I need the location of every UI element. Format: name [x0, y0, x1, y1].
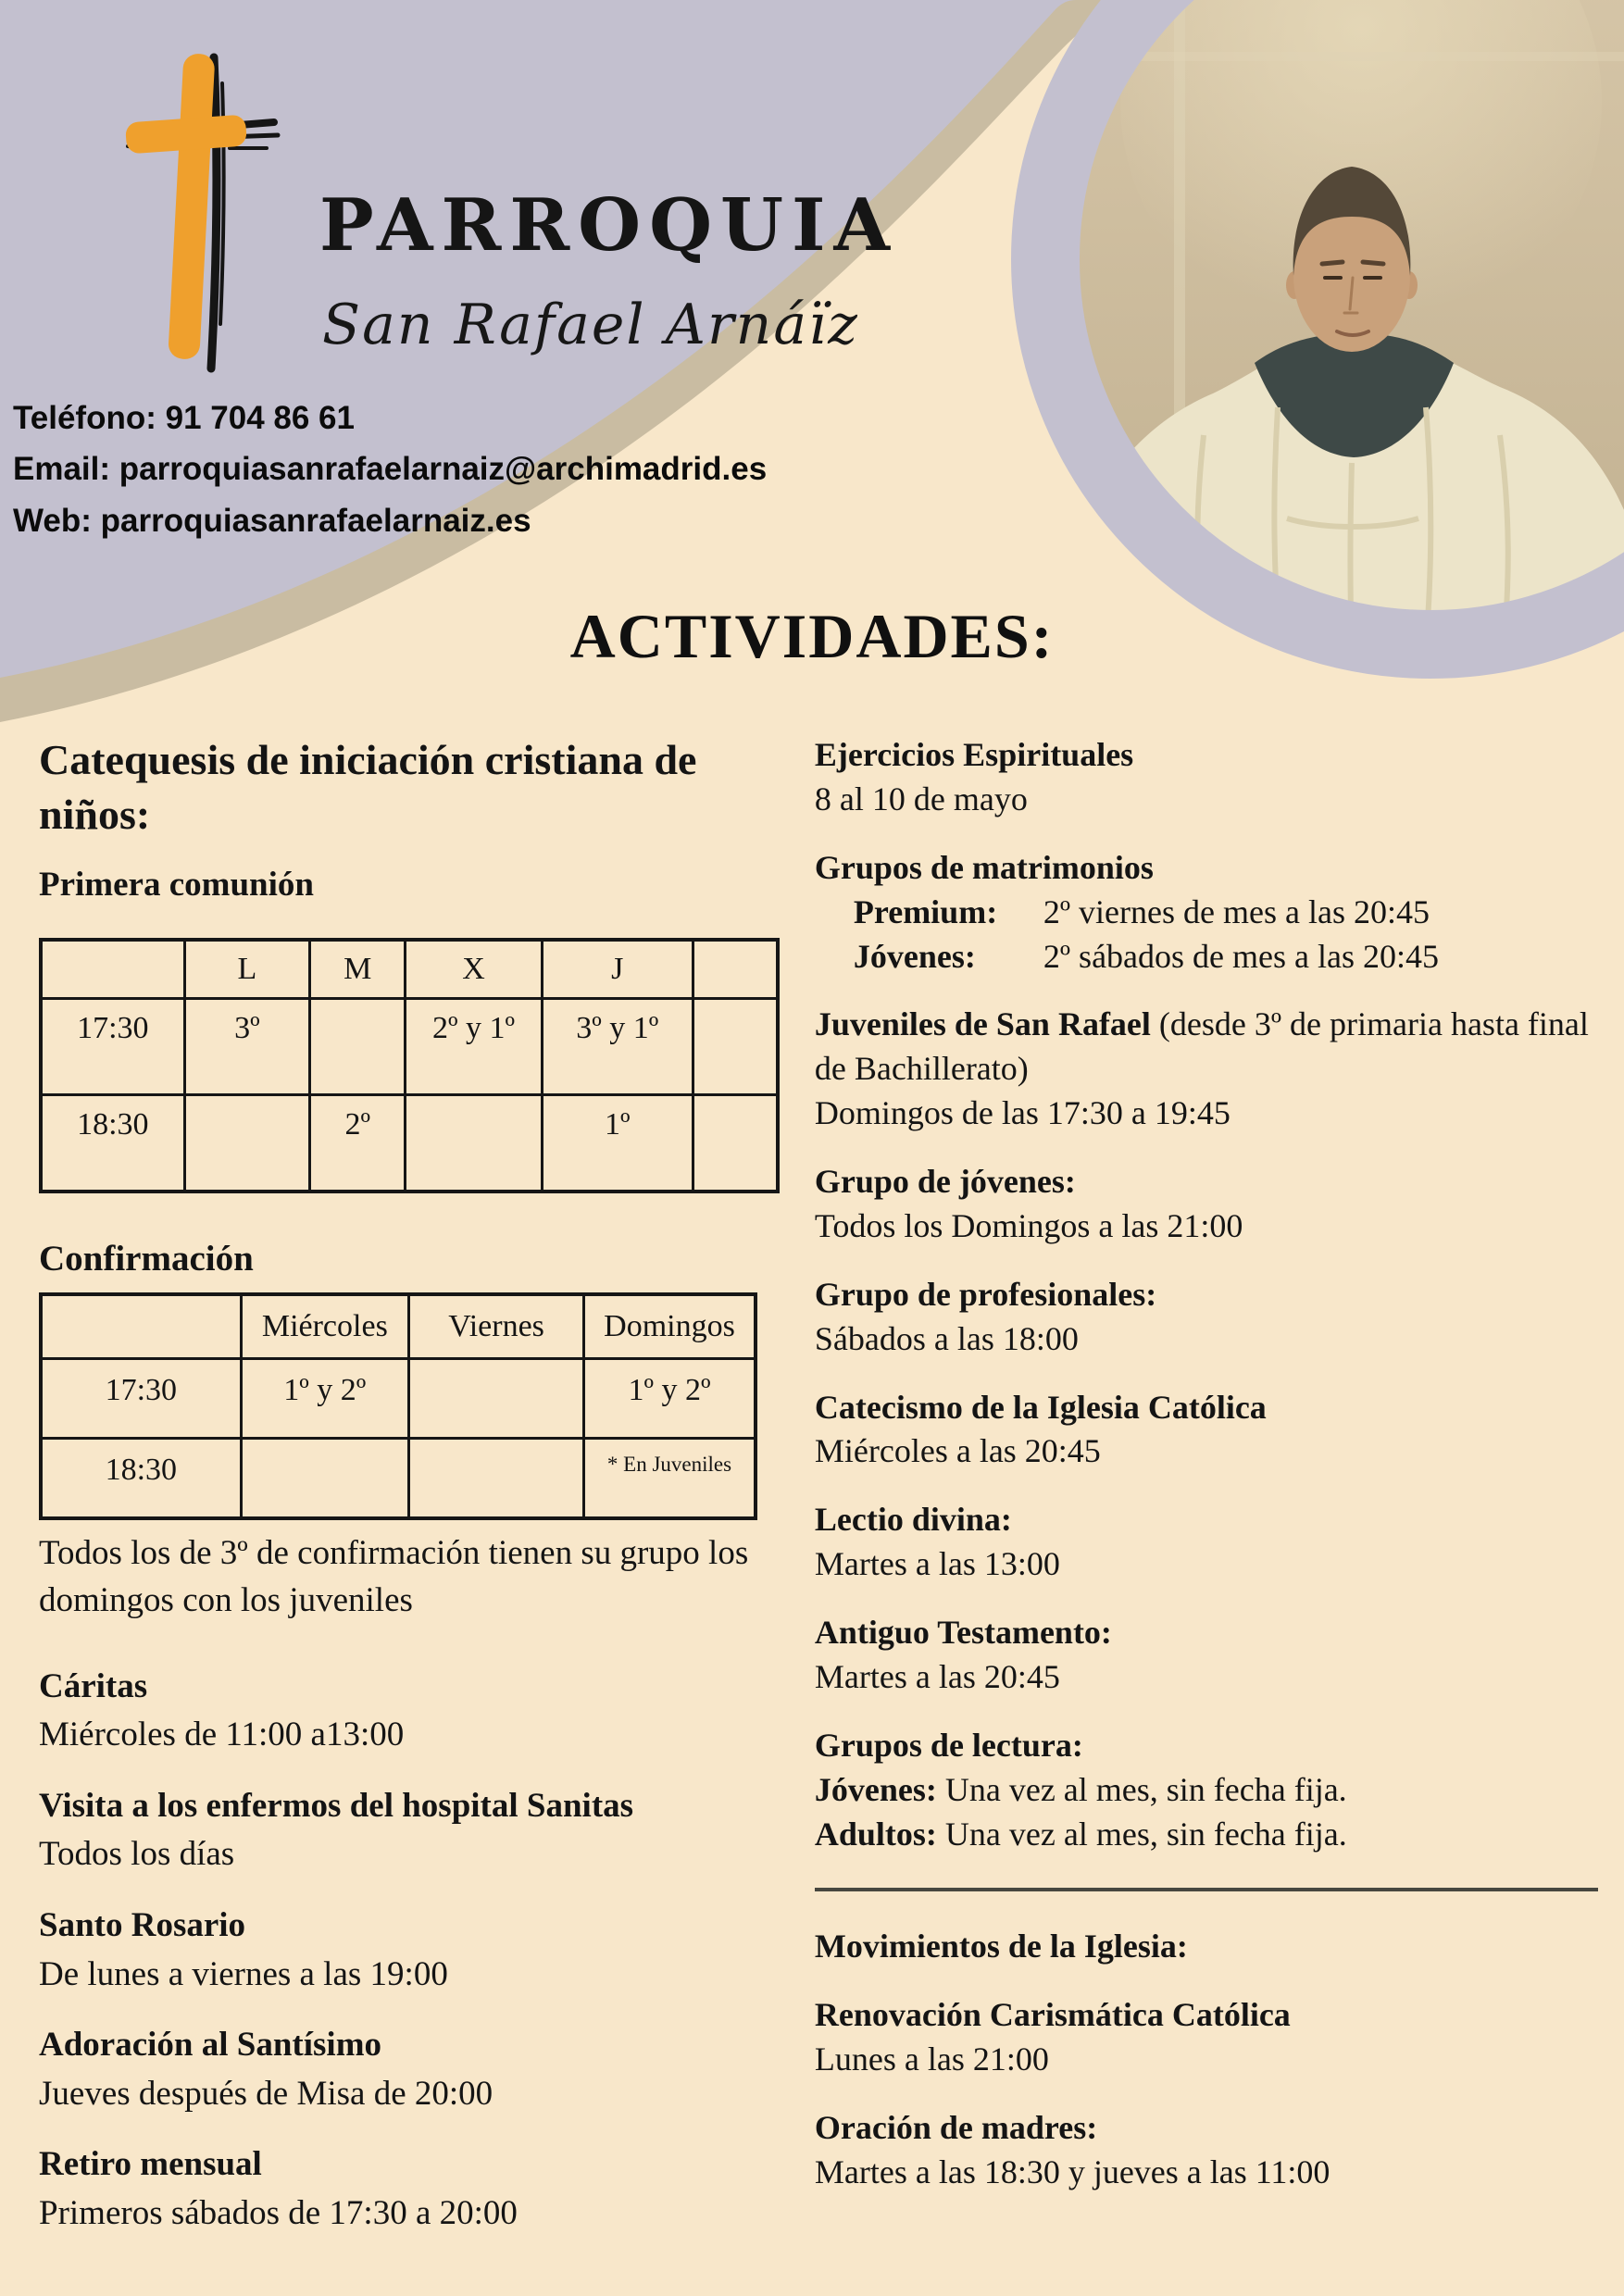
item-title: Cáritas	[39, 1666, 148, 1705]
table-header-cell: J	[542, 940, 693, 999]
item-title: Antiguo Testamento:	[814, 1614, 1112, 1651]
page-title: ACTIVIDADES:	[569, 601, 1055, 671]
item-title: Renovación Carismática Católica	[814, 1996, 1291, 2034]
item-title: Visita a los enfermos del hospital Sanitas	[39, 1786, 634, 1825]
time-cell: 18:30	[41, 1095, 184, 1192]
table-cell	[241, 1439, 408, 1518]
table-header-cell: Miércoles	[241, 1294, 408, 1359]
item-title: Ejercicios Espirituales	[814, 736, 1134, 773]
item-title	[815, 1003, 1598, 1092]
confirmacion-heading: Confirmación	[39, 1238, 254, 1279]
left-column	[39, 733, 780, 2260]
sub-row	[815, 1813, 1598, 1857]
contact-block	[13, 393, 767, 546]
contact-email: Email: parroquiasanrafaelarnaiz@archimadrid.es	[13, 451, 768, 488]
item-title: Oración de madres:	[814, 2109, 1098, 2146]
item-detail: Sábados a las 18:00	[814, 1319, 1079, 1357]
sub-row	[815, 1768, 1598, 1813]
table-cell: 1º y 2º	[584, 1359, 756, 1439]
list-item	[39, 2140, 780, 2238]
item-title: Grupo de profesionales:	[814, 1275, 1157, 1313]
list-item	[815, 1003, 1598, 1136]
item-detail: Todos los días	[39, 1835, 235, 1874]
time-cell: 17:30	[41, 999, 184, 1095]
item-detail: Primeros sábados de 17:30 a 20:00	[39, 2193, 518, 2232]
left-activity-list	[39, 1663, 780, 2238]
table-row	[41, 1359, 756, 1439]
table-cell: 3º y 1º	[542, 999, 693, 1095]
item-detail: Martes a las 18:30 y jueves a las 11:00	[814, 2152, 1330, 2190]
sub-label: Adultos:	[814, 1815, 937, 1853]
table-cell-note: * En Juveniles	[584, 1439, 756, 1518]
table-cell	[693, 1095, 778, 1192]
sub-row	[815, 935, 1598, 980]
item-detail: Domingos de las 17:30 a 19:45	[814, 1094, 1230, 1132]
table-header-row	[41, 1294, 756, 1359]
item-title: Retiro mensual	[39, 2145, 262, 2184]
item-title: Catecismo de la Iglesia Católica	[814, 1388, 1267, 1426]
list-item	[815, 733, 1598, 822]
time-cell: 18:30	[41, 1439, 241, 1518]
table-cell: 2º	[309, 1095, 405, 1192]
catequesis-heading: Catequesis de iniciación cristiana de niños:	[39, 736, 697, 838]
sub-label: Jóvenes:	[814, 1770, 937, 1808]
item-detail: Jueves después de Misa de 20:00	[39, 2074, 493, 2113]
list-item	[815, 846, 1598, 980]
table-cell	[406, 1095, 542, 1192]
table-header-cell: X	[406, 940, 542, 999]
item-detail: Miércoles a las 20:45	[814, 1432, 1101, 1470]
table-cell: 2º y 1º	[406, 999, 542, 1095]
sub-label: Premium:	[853, 892, 998, 930]
item-detail: 8 al 10 de mayo	[814, 780, 1028, 817]
item-detail: Miércoles de 11:00 a13:00	[39, 1716, 405, 1754]
table-row	[41, 1095, 778, 1192]
table-row	[41, 999, 778, 1095]
cross-icon	[119, 46, 285, 380]
item-title: Grupos de matrimonios	[814, 848, 1154, 886]
item-title: Grupos de lectura:	[814, 1726, 1083, 1764]
list-item	[815, 1273, 1598, 1362]
list-item	[39, 2021, 780, 2118]
list-item	[815, 1993, 1598, 2082]
wall-cross-vertical	[1174, 0, 1185, 463]
list-item	[815, 1386, 1598, 1475]
table-row	[41, 1439, 756, 1518]
table-header-cell	[693, 940, 778, 999]
table-cell	[409, 1359, 584, 1439]
table-header-cell: L	[184, 940, 309, 999]
table-cell: 1º y 2º	[241, 1359, 408, 1439]
list-item	[39, 1782, 780, 1879]
table-header-cell: Viernes	[409, 1294, 584, 1359]
list-item	[39, 1902, 780, 1999]
table-header-cell: M	[309, 940, 405, 999]
table-cell	[409, 1439, 584, 1518]
sub-label: Jóvenes:	[853, 937, 976, 975]
contact-web: Web: parroquiasanrafaelarnaiz.es	[13, 502, 531, 539]
item-detail: Lunes a las 21:00	[814, 2040, 1049, 2078]
table-cell	[693, 999, 778, 1095]
table-header-row	[41, 940, 778, 999]
item-title: Grupo de jóvenes:	[814, 1163, 1076, 1200]
item-detail: Martes a las 20:45	[814, 1657, 1060, 1695]
item-title-suffix: (desde 3º de primaria hasta final de Bachillerato)	[814, 1005, 1589, 1088]
table-header-cell: Domingos	[584, 1294, 756, 1359]
table-cell	[184, 1095, 309, 1192]
time-cell: 17:30	[41, 1359, 241, 1439]
primera-comunion-heading: Primera comunión	[39, 865, 314, 904]
confirmacion-table	[39, 1292, 757, 1520]
table-header-cell	[41, 940, 184, 999]
item-detail: Martes a las 13:00	[814, 1545, 1060, 1583]
logo-subtitle: San Rafael Arnáïz	[322, 293, 859, 357]
section-heading: Movimientos de la Iglesia:	[814, 1928, 1188, 1965]
item-title: Adoración al Santísimo	[39, 2026, 382, 2065]
sub-text: Una vez al mes, sin fecha fija.	[944, 1770, 1347, 1808]
right-column	[815, 733, 1598, 2219]
list-item	[815, 1724, 1598, 1857]
table-cell	[309, 999, 405, 1095]
item-title: Santo Rosario	[39, 1905, 246, 1944]
sub-text: Una vez al mes, sin fecha fija.	[944, 1815, 1347, 1853]
table-header-cell	[41, 1294, 241, 1359]
contact-phone: Teléfono: 91 704 86 61	[13, 400, 355, 436]
section-divider	[815, 1888, 1598, 1891]
table-cell: 1º	[542, 1095, 693, 1192]
item-detail: De lunes a viernes a las 19:00	[39, 1954, 448, 1993]
list-item	[39, 1663, 780, 1760]
sub-text: 2º viernes de mes a las 20:45	[1043, 892, 1430, 930]
list-item	[815, 1498, 1598, 1587]
sub-row	[815, 891, 1598, 935]
movimientos-heading-block	[815, 1925, 1598, 1969]
list-item	[815, 2106, 1598, 2195]
item-title: Lectio divina:	[814, 1501, 1012, 1539]
content-columns	[39, 733, 1598, 2260]
list-item	[815, 1611, 1598, 1700]
item-title-bold: Juveniles de San Rafael	[814, 1005, 1151, 1043]
logo-title: PARROQUIA	[319, 183, 899, 268]
item-detail: Todos los Domingos a las 21:00	[814, 1206, 1243, 1244]
table-cell: 3º	[184, 999, 309, 1095]
confirmacion-note: Todos los de 3º de confirmación tienen su grupo los domingos con los juveniles	[39, 1533, 749, 1619]
primera-comunion-table	[39, 938, 780, 1193]
list-item	[815, 1160, 1598, 1249]
sub-text: 2º sábados de mes a las 20:45	[1043, 937, 1439, 975]
